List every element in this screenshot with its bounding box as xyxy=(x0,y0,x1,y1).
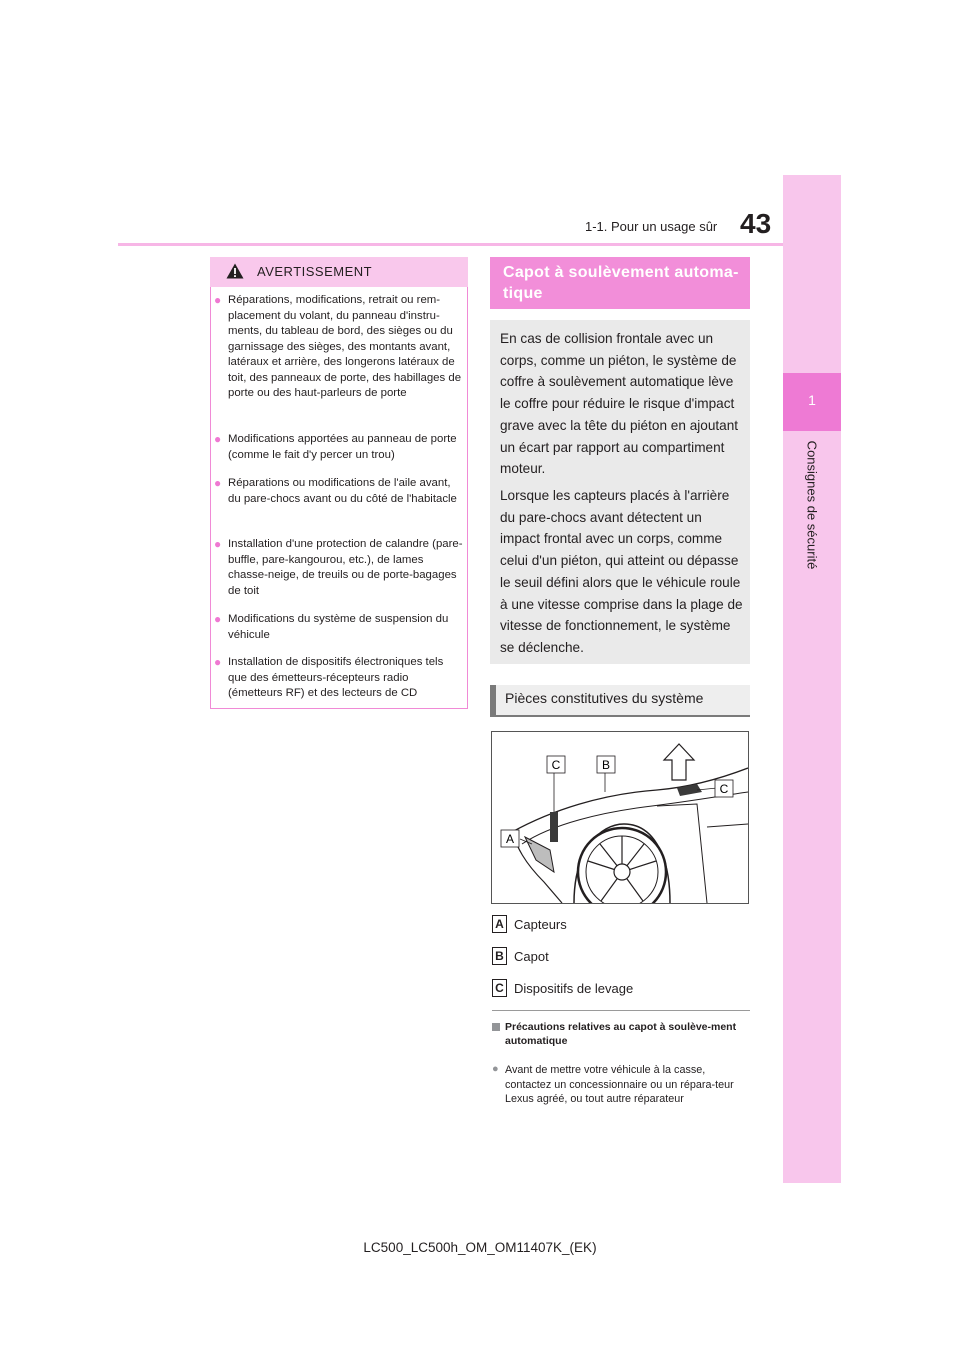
precautions-title: Précautions relatives au capot à soulève-ment automatique xyxy=(505,1021,737,1047)
warning-title: AVERTISSEMENT xyxy=(257,264,373,279)
callout-label: C xyxy=(551,758,561,772)
legend-badge: A xyxy=(492,915,507,933)
warning-triangle-icon xyxy=(226,263,244,279)
bullet-icon: ● xyxy=(214,476,222,490)
square-bullet-icon xyxy=(492,1023,500,1031)
chapter-tab-number: 1 xyxy=(808,392,816,408)
warning-item: ● Modifications apportées au panneau de porte (comme le fait d'y percer un trou) xyxy=(214,432,457,461)
callout-label: A xyxy=(505,832,515,846)
header-rule xyxy=(118,243,783,246)
callout-label: C xyxy=(719,782,729,796)
bullet-icon: ● xyxy=(214,655,222,669)
warning-item: ● Modifications du système de suspension du véhicule xyxy=(214,612,449,641)
subsection-accent xyxy=(490,685,496,717)
warning-item: ● Installation de dispositifs électroniques tels que des émetteurs-récepteurs radio (émetteurs RF) et des lecteurs de CD xyxy=(214,655,444,699)
legend-badge: B xyxy=(492,947,507,965)
subsection-title: Pièces constitutives du système xyxy=(505,690,704,706)
page-number: 43 xyxy=(740,208,772,239)
callout-label: B xyxy=(601,758,611,772)
bullet-icon: ● xyxy=(214,432,222,446)
bullet-icon: ● xyxy=(492,1063,499,1075)
bullet-icon: ● xyxy=(214,537,222,551)
car-front-diagram xyxy=(492,732,748,903)
legend-text: Capot xyxy=(514,949,549,964)
info-paragraph: Lorsque les capteurs placés à l'arrière du pare-chocs avant détectent un impact frontal avec un corps, comme celui d'un piéton, qui atteint ou dépasse le seuil défini alors que le véhicule roule à une vitesse comprise dans la plage de vitesse de fonctionnement, le système se déclenche. xyxy=(500,488,743,655)
car-illustration xyxy=(491,731,749,904)
legend-badge: C xyxy=(492,979,507,997)
bullet-icon: ● xyxy=(214,612,222,626)
legend-text: Dispositifs de levage xyxy=(514,981,634,996)
section-title: 1-1. Pour un usage sûr xyxy=(585,219,718,234)
document-reference: LC500_LC500h_OM_OM11407K_(EK) xyxy=(363,1240,597,1255)
section-heading: Capot à soulèvement automa-tique xyxy=(503,264,739,302)
chapter-label: Consignes de sécurité xyxy=(804,440,820,570)
warning-item: ● Réparations ou modifications de l'aile avant, du pare-chocs avant ou du côté de l'habitacle xyxy=(214,476,457,505)
warning-item: ● Installation d'une protection de calandre (pare-buffle, pare-kangourou, etc.), de lames chasse-neige, de treuils ou de porte-bagages de toit xyxy=(214,537,463,597)
bullet-icon: ● xyxy=(214,293,222,307)
precautions-text: Avant de mettre votre véhicule à la casse, contactez un concessionnaire ou un répara-teur Lexus agréé, ou tout autre réparateur xyxy=(505,1064,734,1105)
side-strip xyxy=(783,175,841,1183)
warning-item: ● Réparations, modifications, retrait ou rem-placement du volant, du panneau d'instru-ments, du tableau de bord, des sièges ou du garnissage des sièges, des montants avant, latéraux et arrière, des longerons latéraux de toit, des panneaux de porte, des habillages de porte ou des haut-parleurs de porte xyxy=(214,293,462,399)
divider xyxy=(492,1010,750,1011)
legend-text: Capteurs xyxy=(514,917,567,932)
info-paragraph: En cas de collision frontale avec un corps, comme un piéton, le système de coffre à soulèvement automatique lève le coffre pour réduire le risque d'impact grave avec la tête du piéton en ajoutant un écart par rapport au compartiment moteur. xyxy=(500,331,739,477)
